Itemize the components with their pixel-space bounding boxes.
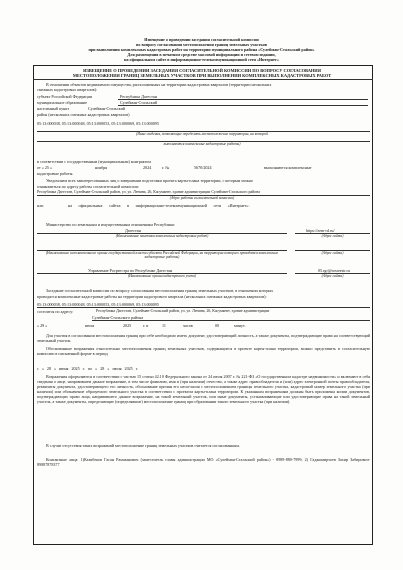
site-1-name: Министерство по земельным и имущественным отношениям Республики [46, 222, 175, 227]
contract-line-3: кадастровые работы. [37, 171, 74, 176]
contract-month: ноября [95, 165, 108, 170]
site-2-url-caption: (Адрес сайта) [321, 251, 344, 255]
intro-line-2: смежных кадастровых кварталов): [37, 87, 98, 92]
site-1-url[interactable]: https://zem-rd.ru/ [306, 228, 335, 233]
meeting-place-underline [92, 320, 370, 321]
title-divider [33, 79, 373, 80]
site-1-name-2: Дагестан [125, 228, 141, 233]
body-paragraph-2: Обоснованные возражения относительно местоположения границ земельных участков, содержащиеся в проекте карты-плана территории, можно представить в согласительную комиссию в письменной форме в период [37, 346, 370, 356]
municipality-underline [118, 105, 368, 106]
address-caption: (Адрес работы согласительной комиссии) [169, 196, 235, 200]
meeting-place-label: состоится по адресу: [37, 309, 74, 314]
header-line-3: при выполнении комплексных кадастровых работ на территории муниципального района «Сулейман-Стальский район» [88, 47, 315, 52]
notice-title-line-1: ИЗВЕЩЕНИЕ О ПРОВЕДЕНИИ ЗАСЕДАНИЯ СОГЛАСИТЕЛЬНОЙ КОМИССИИ ПО ВОПРОСУ СОГЛАСОВАНИЯ [83, 68, 321, 73]
meeting-line-1: Заседание согласительной комиссии по вопросу согласования местоположения границ земельных участков, в отношении которых [46, 288, 274, 293]
contract-year: 2024 [143, 165, 152, 170]
site-1-url-caption: (Адрес сайта) [321, 234, 344, 238]
meeting-date-month: июля [85, 323, 95, 328]
contract-num-label: г. № [162, 165, 170, 170]
meeting-date-day: « 29 » [37, 323, 48, 328]
site-2-caption: (Наименование исполнительного органа государственной власти субъекта Российской Федерации, на территории которого проводятся комплексные кадастровые работы) [45, 251, 279, 260]
objection-period: с « 28 » июня 2025 г. по « 28 » июля 2025 г. [37, 366, 138, 371]
body-paragraph-3: Возражения оформляются в соответствии с частью 15 статьи 42.10 Федерального закона от 24 июля 2007 г. № 221-ФЗ «О государственном кадастре недвижимости» и включают в себя сведения о лице, направившем данное возражение, в том числе фамилию, имя и (при наличии) отчество, а также адрес правообладателя и (или) адрес электронной почты правообладателя, реквизиты документа, удостоверяющего его личность, обоснование причин его несогласия с местоположением границы земельного участка, кадастровый номер земельного участка (при наличии) или обозначение образуемого земельного участка в соответствии с проектом карты-плана территории. К указанным возражениям должны быть приложены копии документов, подтверждающих право лица, направившего данное возражение, на такой земельный участок, или иные документы, устанавливающие или удостоверяющие права на такой земельный участок, а также документы, определяющие (определявшие) местоположение границ при образовании такого земельного участка (при наличии). [37, 374, 370, 404]
site-3-caption: (Наименование органа кадастрового учета) [127, 274, 197, 278]
intro-quarters: 05:13:000038, 05:13:000048, 05:13:000053, 05:13:000069, 05:13:000095 [37, 121, 159, 126]
municipality-value: Сулейман-Стальский [120, 100, 157, 105]
meeting-quarters-underline [37, 307, 370, 308]
subject-value: Республика Дагестан [120, 94, 157, 99]
meeting-hour-label: часов [183, 323, 193, 328]
body-paragraph-4: В случае отсутствия таких возражений местоположение границ земельных участков считается согласованным. [46, 443, 240, 448]
contract-tail: выполняются комплексные [264, 165, 312, 170]
intro-line-1: В отношении объектов недвижимого имущества, расположенных на территории кадастровых кварталов (территории нескольких [46, 82, 272, 87]
header-line-5: на официальном сайте в информационно-телекоммуникационной сети «Интернет» [124, 57, 279, 62]
contract-from: от « 25 » [37, 165, 53, 170]
contract-line-1: в соответствии с государственным (муниципальным) контрактом [37, 159, 151, 164]
settlement-tail: район (нескольких смежных кадастровых кварталов) [37, 112, 130, 117]
meeting-hour: 11 [162, 323, 166, 328]
municipality-label: муниципальное образование [37, 100, 88, 105]
site-3-url-caption: (Адрес сайта) [321, 274, 344, 278]
subject-label: субъект Российской Федерации [37, 94, 92, 99]
meeting-date-mid: г. в [143, 323, 149, 328]
meeting-minute-label: минут. [234, 323, 246, 328]
site-1-caption: (Наименование заказчика комплексных кадастровых работ) [115, 234, 209, 238]
header-line-2: по вопросу согласования местоположения границ земельных участков [136, 42, 267, 47]
site-3-url[interactable]: 05.rgr@rosreestr.ru [318, 268, 350, 273]
contacts: Контактные лица: 1)Казибеков Гасан Рамазанович (заместитель главы администрации МО «Сулейман-Стальский район») - 8989-880-7999; 2) Гаджимирзоев Захир Забирович- 89887878377 [37, 457, 370, 467]
quarters-caption-2: выполняются комплексные кадастровые работы) [163, 142, 241, 146]
header-line-4: Для размещения в печатном средстве массовой информации и сетевом издании, [127, 52, 276, 57]
contract-line-4: Уведомляем всех заинтересованных лиц о завершении подготовки проекта карты-плана территории, с которым можно [46, 178, 253, 183]
meeting-quarters: 05:13:000038, 05:13:000048, 05:13:000053, 05:13:000069, 05:13:000095 [37, 302, 159, 307]
meeting-date-year: 2025 [123, 323, 132, 328]
body-paragraph-1: Для участия в согласовании местоположения границ при себе необходимо иметь документ, удостоверяющий личность, а также документы, подтверждающие права на соответствующий земельный участок. [37, 333, 370, 343]
meeting-place: Республика Дагестан, Сулейман-Стальский район, ул. ул. Ленина, 26, Касумкент, здание администрации [96, 309, 270, 313]
commission-address: Республика Дагестан, Сулейман-Стальский район, ул. ул. Ленина, 26, Касумкент, здание администрации Сулейман-Стальского района [37, 190, 260, 194]
quarters-caption: (Иные сведения, позволяющие определить местоположение территории, на которой [136, 132, 268, 136]
meeting-place-2: Сулейман-Стальского района [92, 315, 144, 320]
contract-line-5: ознакомиться по адресу работы согласительной комиссии: [37, 184, 139, 189]
or-label: или [37, 203, 44, 208]
meeting-line-2: проводятся комплексные кадастровые работы на территории кадастрового квартала (нескольких смежных кадастровых кварталов): [37, 294, 267, 299]
settlement-label: населенный пункт [37, 106, 70, 111]
notice-title-line-2: МЕСТОПОЛОЖЕНИЯ ГРАНИЦ ЗЕМЕЛЬНЫХ УЧАСТКОВ ПРИ ВЫПОЛНЕНИИ КОМПЛЕКСНЫХ КАДАСТРОВЫХ РАБОТ [72, 73, 332, 78]
meeting-minute: 00 [215, 323, 220, 328]
site-3-name: Управление Росреестра по Республике Дагестан [88, 268, 173, 273]
header-line-1: Извещение о проведении заседания согласительной комиссии [144, 37, 259, 42]
contract-number: 5670/2024 [194, 165, 212, 170]
settlement-value: Сулейман-Стальский [88, 106, 125, 111]
or-text: на официальных сайтах в информационно-телекоммуникационной сети «Интернет»: [68, 203, 250, 208]
